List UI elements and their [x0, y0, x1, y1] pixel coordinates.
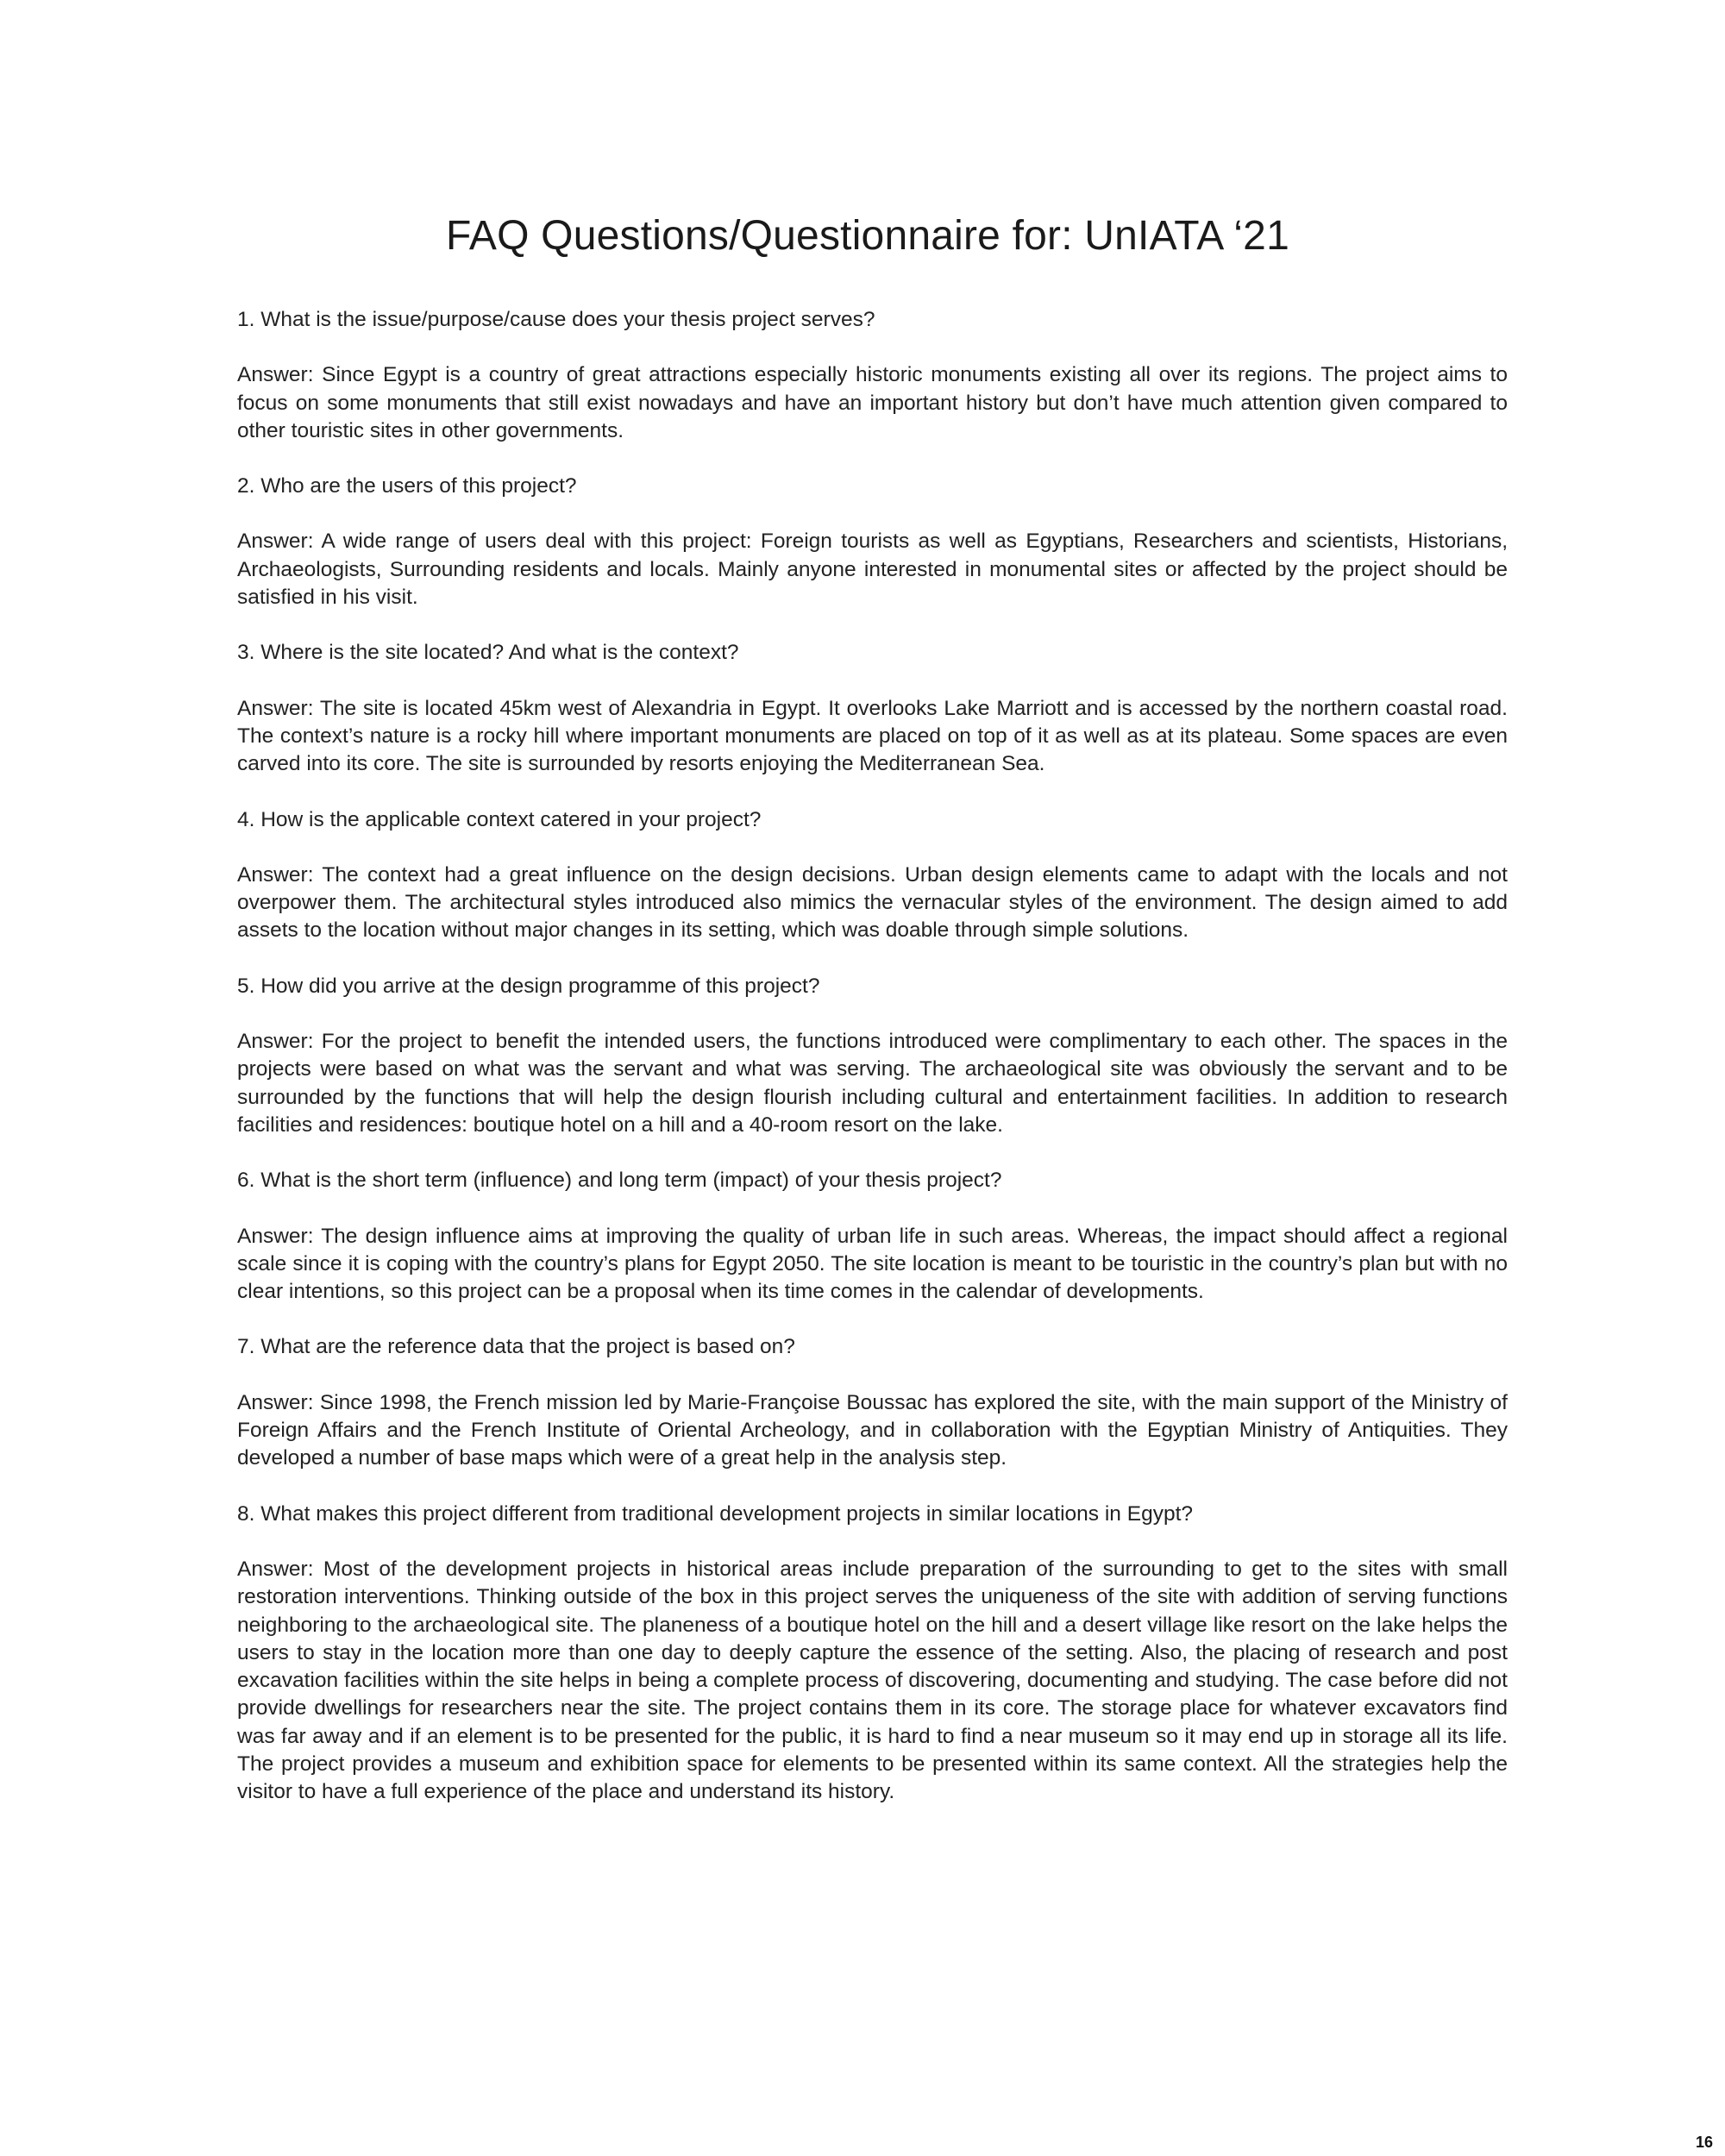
faq-item-7	[237, 1333, 1508, 1472]
answer-text: Answer: The context had a great influence on the design decisions. Urban design elements came to adapt with the locals and not overpower them. The architectural styles introduced also mimics the vernacular styles of the environment. The design aimed to add assets to the location without major changes in its setting, which was doable through simple solutions.	[237, 862, 1508, 943]
faq-item-3	[237, 639, 1508, 778]
answer-text: Answer: Most of the development projects in historical areas include preparation of the surrounding to get to the sites with small restoration interventions. Thinking outside of the box in this project serves the uniqueness of the site with addition of serving functions neighboring to the archaeological site. The planeness of a boutique hotel on the hill and a desert village like resort on the lake helps the users to stay in the location more than one day to deeply capture the essence of the setting. Also, the placing of research and post excavation facilities within the site helps in being a complete process of discovering, documenting and studying. The case before did not provide dwellings for researchers near the site. The project contains them in its core. The storage place for whatever excavators find was far away and if an element is to be presented for the public, it is hard to find a near museum so it may end up in storage all its life. The project provides a museum and exhibition space for elements to be presented within its same context. All the strategies help the visitor to have a full experience of the place and understand its history.	[237, 1557, 1508, 1804]
answer-text: Answer: Since Egypt is a country of great attractions especially historic monuments existing all over its regions. The project aims to focus on some monuments that still exist nowadays and have an important history but don’t have much attention given compared to other touristic sites in other governments.	[237, 363, 1508, 442]
question-text: 5. How did you arrive at the design programme of this project?	[237, 974, 820, 998]
faq-item-2	[237, 473, 1508, 611]
answer-text: Answer: A wide range of users deal with this project: Foreign tourists as well as Egyptians, Researchers and scientists, Historians, Archaeologists, Surrounding residents and locals. Mainly anyone interested in monumental sites or affected by the project should be satisfied in his visit.	[237, 530, 1508, 610]
answer-text: Answer: Since 1998, the French mission led by Marie-Françoise Boussac has explored the site, with the main support of the Ministry of Foreign Affairs and the French Institute of Oriental Archeology, and in collaboration with the Egyptian Ministry of Antiquities. They developed a number of base maps which were of a great help in the analysis step.	[237, 1390, 1508, 1470]
faq-item-6	[237, 1167, 1508, 1306]
answer-text: Answer: The design influence aims at improving the quality of urban life in such areas. Whereas, the impact should affect a regional scale since it is coping with the country’s plans for Egypt 2050. The site location is meant to be touristic in the country’s plan but with no clear intentions, so this project can be a proposal when its time comes in the calendar of developments.	[237, 1224, 1508, 1304]
question-text: 3. Where is the site located? And what is the context?	[237, 641, 739, 665]
page-title: FAQ Questions/Questionnaire for: UnIATA ‘21	[446, 213, 1289, 259]
question-text: 8. What makes this project different from traditional development projects in similar locations in Egypt?	[237, 1501, 1194, 1526]
question-text: 4. How is the applicable context catered in your project?	[237, 807, 762, 831]
question-text: 1. What is the issue/purpose/cause does your thesis project serves?	[237, 308, 875, 331]
faq-item-1	[237, 306, 1508, 445]
question-text: 2. Who are the users of this project?	[237, 474, 577, 498]
question-text: 6. What is the short term (influence) and long term (impact) of your thesis project?	[237, 1169, 1002, 1193]
answer-text: Answer: For the project to benefit the intended users, the functions introduced were complimentary to each other. The spaces in the projects were based on what was the servant and what was serving. The archaeological site was obviously the servant and to be surrounded by the functions that will help the design flourish including cultural and entertainment facilities. In addition to research facilities and residences: boutique hotel on a hill and a 40-room resort on the lake.	[237, 1030, 1508, 1137]
answer-text: Answer: The site is located 45km west of Alexandria in Egypt. It overlooks Lake Marriott and is accessed by the northern coastal road. The context’s nature is a rocky hill where important monuments are placed on top of it as well as at its plateau. Some spaces are even carved into its core. The site is surrounded by resorts enjoying the Mediterranean Sea.	[237, 696, 1508, 776]
faq-item-5	[237, 973, 1508, 1139]
faq-item-4	[237, 806, 1508, 945]
faq-item-8	[237, 1501, 1508, 1807]
question-text: 7. What are the reference data that the project is based on?	[237, 1335, 795, 1359]
faq-list	[237, 306, 1508, 1834]
page-number: 16	[1695, 2134, 1713, 2151]
